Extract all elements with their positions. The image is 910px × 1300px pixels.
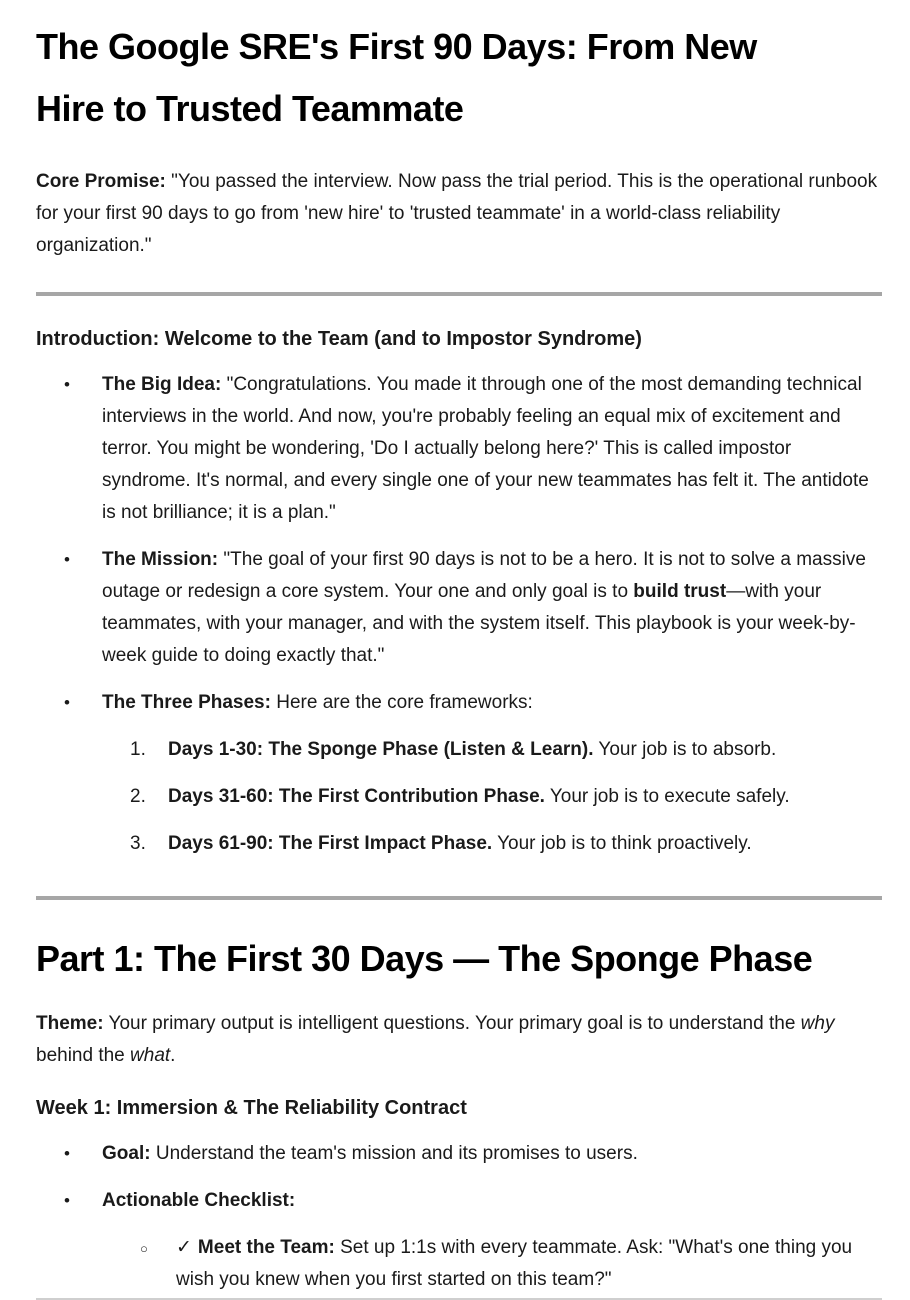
bullet-actionable-checklist — [36, 1185, 882, 1296]
phase-item-1 — [102, 734, 882, 766]
section-divider — [36, 896, 882, 900]
checklist-sublist — [102, 1232, 882, 1296]
list-number: 3. — [130, 833, 146, 854]
intro-heading: Introduction: Welcome to the Team (and to Impostor Syndrome) — [36, 328, 642, 350]
document-title — [36, 16, 882, 140]
mission-label: The Mission: — [102, 549, 219, 570]
theme-text-3: . — [170, 1045, 176, 1066]
core-promise-paragraph — [36, 166, 882, 262]
phase-2-text: Your job is to execute safely. — [544, 786, 790, 807]
week1-bullet-list — [36, 1138, 882, 1296]
core-promise-label: Core Promise: — [36, 171, 166, 192]
list-number: 1. — [130, 739, 146, 760]
phase-3-text: Your job is to think proactively. — [492, 833, 752, 854]
meet-team-label: Meet the Team: — [197, 1237, 335, 1258]
goal-text: Understand the team's mission and its promises to users. — [150, 1143, 638, 1164]
three-phases-text: Here are the core frameworks: — [270, 692, 533, 713]
theme-label: Theme: — [36, 1013, 104, 1034]
phases-numbered-list — [102, 734, 882, 860]
bullet-goal — [36, 1138, 882, 1170]
phase-item-3 — [102, 828, 882, 860]
meet-team-text: Set up 1:1s with every teammate. Ask: "What's one thing you wish you knew when you first started on this team?" — [176, 1237, 853, 1290]
bullet-mission — [36, 544, 882, 672]
phase-1-bold: Days 1-30: The Sponge Phase (Listen & Learn). — [168, 739, 594, 760]
part1-heading: Part 1: The First 30 Days — The Sponge Phase — [36, 938, 813, 979]
intro-bullet-list — [36, 369, 882, 860]
circle-bullet-icon: ○ — [140, 1241, 148, 1256]
bullet-icon: • — [64, 693, 70, 712]
section-divider — [36, 292, 882, 296]
mission-text-2: —with your teammates, with your manager, and with the system itself. This playbook is your week-by-week guide to doing exactly that." — [102, 581, 856, 666]
theme-paragraph — [36, 1008, 882, 1072]
week1-heading: Week 1: Immersion & The Reliability Contract — [36, 1097, 467, 1119]
bullet-big-idea — [36, 369, 882, 529]
theme-italic-why: why — [800, 1013, 835, 1034]
bullet-icon: • — [64, 1191, 70, 1210]
document-title-line1: The Google SRE's First 90 Days: From New — [36, 26, 757, 67]
checklist-item-meet-the-team — [102, 1232, 882, 1296]
mission-text-1: "The goal of your first 90 days is not to be a hero. It is not to solve a massive outage or redesign a core system. Your one and only goal is to — [102, 549, 866, 602]
big-idea-label: The Big Idea: — [102, 374, 222, 395]
bullet-icon: • — [64, 375, 70, 394]
bullet-three-phases — [36, 687, 882, 860]
three-phases-label: The Three Phases: — [102, 692, 271, 713]
bullet-icon: • — [64, 550, 70, 569]
checkmark-icon: ✓ — [176, 1237, 192, 1258]
theme-italic-what: what — [130, 1045, 171, 1066]
phase-2-bold: Days 31-60: The First Contribution Phase. — [168, 786, 545, 807]
bullet-icon: • — [64, 1144, 70, 1163]
mission-bold-phrase: build trust — [633, 581, 727, 602]
theme-text-1: Your primary output is intelligent questions. Your primary goal is to understand the — [103, 1013, 801, 1034]
goal-label: Goal: — [102, 1143, 151, 1164]
phase-item-2 — [102, 781, 882, 813]
big-idea-text: "Congratulations. You made it through one of the most demanding technical interviews in the world. And now, you're probably feeling an equal mix of excitement and terror. You might be wondering, 'Do I actually belong here?' This is called impostor syndrome. It's normal, and every single one of your new teammates has felt it. The antidote is not brilliance; it is a plan." — [102, 374, 869, 523]
phase-3-bold: Days 61-90: The First Impact Phase. — [168, 833, 493, 854]
theme-text-2: behind the — [36, 1045, 131, 1066]
phase-1-text: Your job is to absorb. — [593, 739, 777, 760]
core-promise-text: "You passed the interview. Now pass the trial period. This is the operational runbook for your first 90 days to go from 'new hire' to 'trusted teammate' in a world-class reliability organization." — [36, 171, 878, 256]
checklist-label: Actionable Checklist: — [102, 1190, 296, 1211]
list-number: 2. — [130, 786, 146, 807]
document-title-line2: Hire to Trusted Teammate — [36, 88, 464, 129]
